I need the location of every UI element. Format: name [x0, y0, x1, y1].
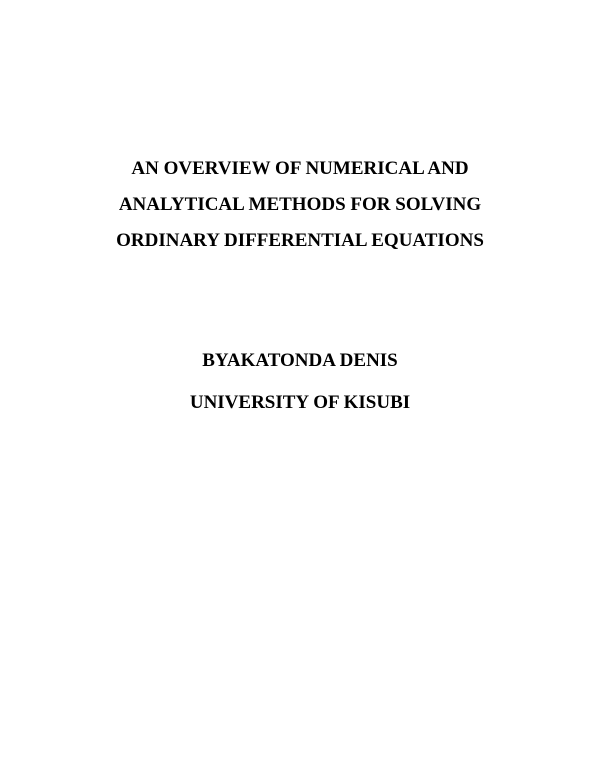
author-block — [0, 340, 600, 424]
author-name: BYAKATONDA DENIS — [202, 350, 398, 371]
title-line-2: ANALYTICAL METHODS FOR SOLVING — [118, 194, 482, 215]
institution-name: UNIVERSITY OF KISUBI — [189, 392, 411, 413]
document-title — [0, 151, 600, 259]
title-line-3: ORDINARY DIFFERENTIAL EQUATIONS — [116, 230, 484, 251]
title-line-1: AN OVERVIEW OF NUMERICAL AND — [131, 158, 469, 179]
